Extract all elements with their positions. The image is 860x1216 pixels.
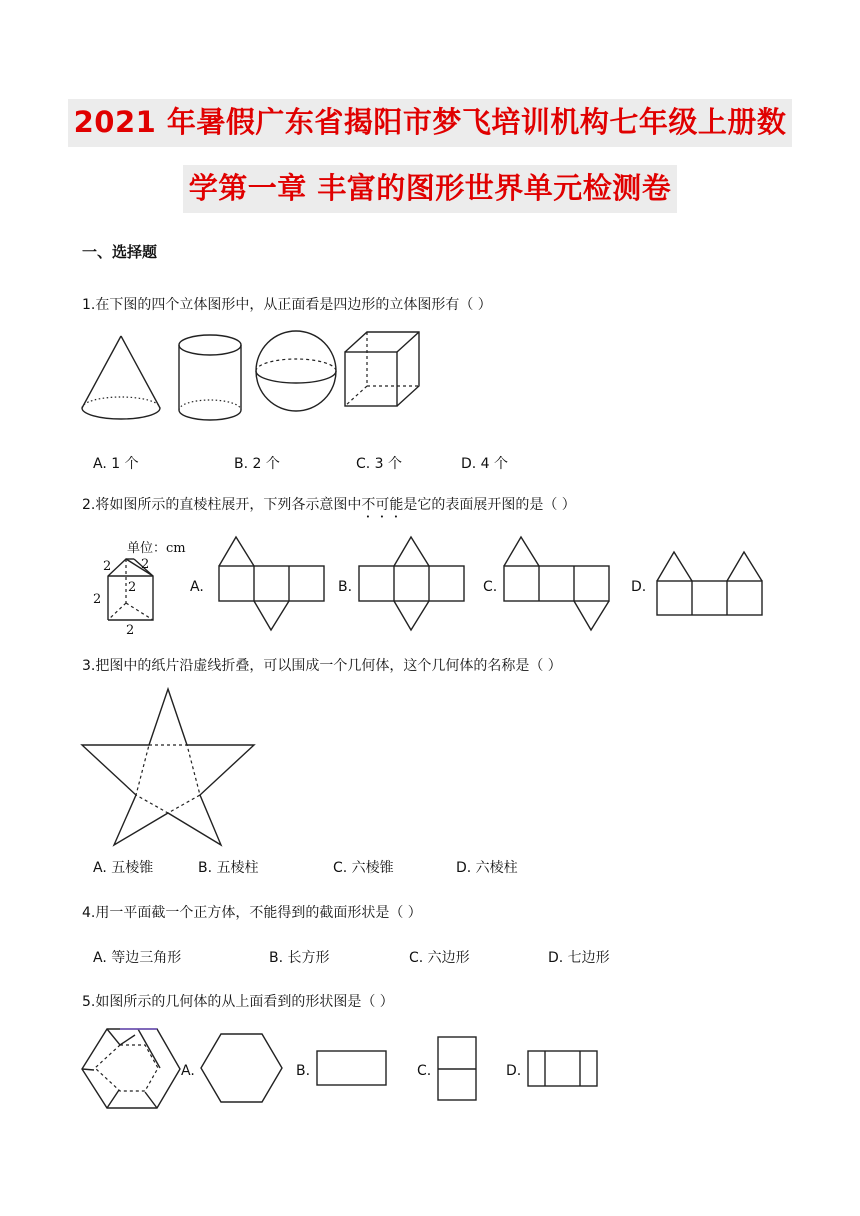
svg-text:B.: B.	[338, 579, 353, 595]
question-1-option-c[interactable]: C. 3 个	[356, 456, 403, 472]
shape-option-d	[506, 1051, 597, 1086]
question-1-text: 1.在下图的四个立体图形中，从正面看是四边形的立体图形有（ ）	[82, 297, 492, 313]
question-1-option-b[interactable]: B. 2 个	[234, 456, 280, 472]
doc-title-line1: 2021 年暑假广东省揭阳市梦飞培训机构七年级上册数	[0, 100, 860, 141]
question-3-option-b[interactable]: B. 五棱柱	[198, 860, 259, 876]
sphere-figure	[256, 331, 336, 411]
cube-figure	[345, 332, 419, 406]
net-option-c	[483, 537, 609, 630]
question-4-text: 4.用一平面截一个正方体，不能得到的截面形状是（ ）	[82, 905, 422, 921]
cylinder-figure	[179, 335, 241, 420]
hexagonal-prism-figure	[82, 1029, 180, 1108]
shape-option-b	[296, 1051, 386, 1085]
question-1-option-a[interactable]: A. 1 个	[93, 456, 139, 472]
net-option-a	[190, 537, 324, 630]
shape-option-c	[417, 1037, 476, 1100]
dim-label: 2	[126, 623, 135, 638]
unit-label: 单位：cm	[127, 541, 186, 556]
question-4-option-a[interactable]: A. 等边三角形	[93, 950, 182, 966]
dim-label: 2	[141, 557, 150, 572]
emphasis-text: 不可能	[361, 497, 404, 513]
question-4-option-b[interactable]: B. 长方形	[269, 950, 330, 966]
question-5-text: 5.如图所示的几何体的从上面看到的形状图是（ ）	[82, 994, 394, 1010]
question-3-text: 3.把图中的纸片沿虚线折叠，可以围成一个几何体，这个几何体的名称是（ ）	[82, 658, 562, 674]
shape-option-a	[181, 1034, 282, 1102]
question-4-option-d[interactable]: D. 七边形	[548, 950, 610, 966]
question-3-option-d[interactable]: D. 六棱柱	[456, 860, 518, 876]
dim-label: 2	[93, 592, 102, 607]
svg-text:A.: A.	[190, 579, 204, 595]
net-option-b	[338, 537, 464, 630]
question-3-option-c[interactable]: C. 六棱锥	[333, 860, 394, 876]
cone-figure	[82, 336, 160, 419]
svg-text:D.: D.	[506, 1063, 522, 1079]
question-4-option-c[interactable]: C. 六边形	[409, 950, 470, 966]
net-option-d	[631, 552, 762, 615]
dim-label: 2	[103, 559, 112, 574]
svg-text:C.: C.	[417, 1063, 432, 1079]
question-1-option-d[interactable]: D. 4 个	[461, 456, 509, 472]
prism-figure	[93, 557, 153, 638]
dim-label: 2	[128, 580, 137, 595]
svg-text:B.: B.	[296, 1063, 311, 1079]
svg-text:D.: D.	[631, 579, 647, 595]
svg-text:C.: C.	[483, 579, 498, 595]
question-2-text: 2.将如图所示的直棱柱展开，下列各示意图中不可能是它的表面展开图的是（ ）	[82, 497, 576, 513]
question-3-option-a[interactable]: A. 五棱锥	[93, 860, 154, 876]
doc-title-line2: 学第一章 丰富的图形世界单元检测卷	[0, 166, 860, 207]
section-heading: 一、选择题	[82, 243, 158, 261]
star-net-figure	[82, 689, 254, 845]
svg-text:A.: A.	[181, 1063, 195, 1079]
